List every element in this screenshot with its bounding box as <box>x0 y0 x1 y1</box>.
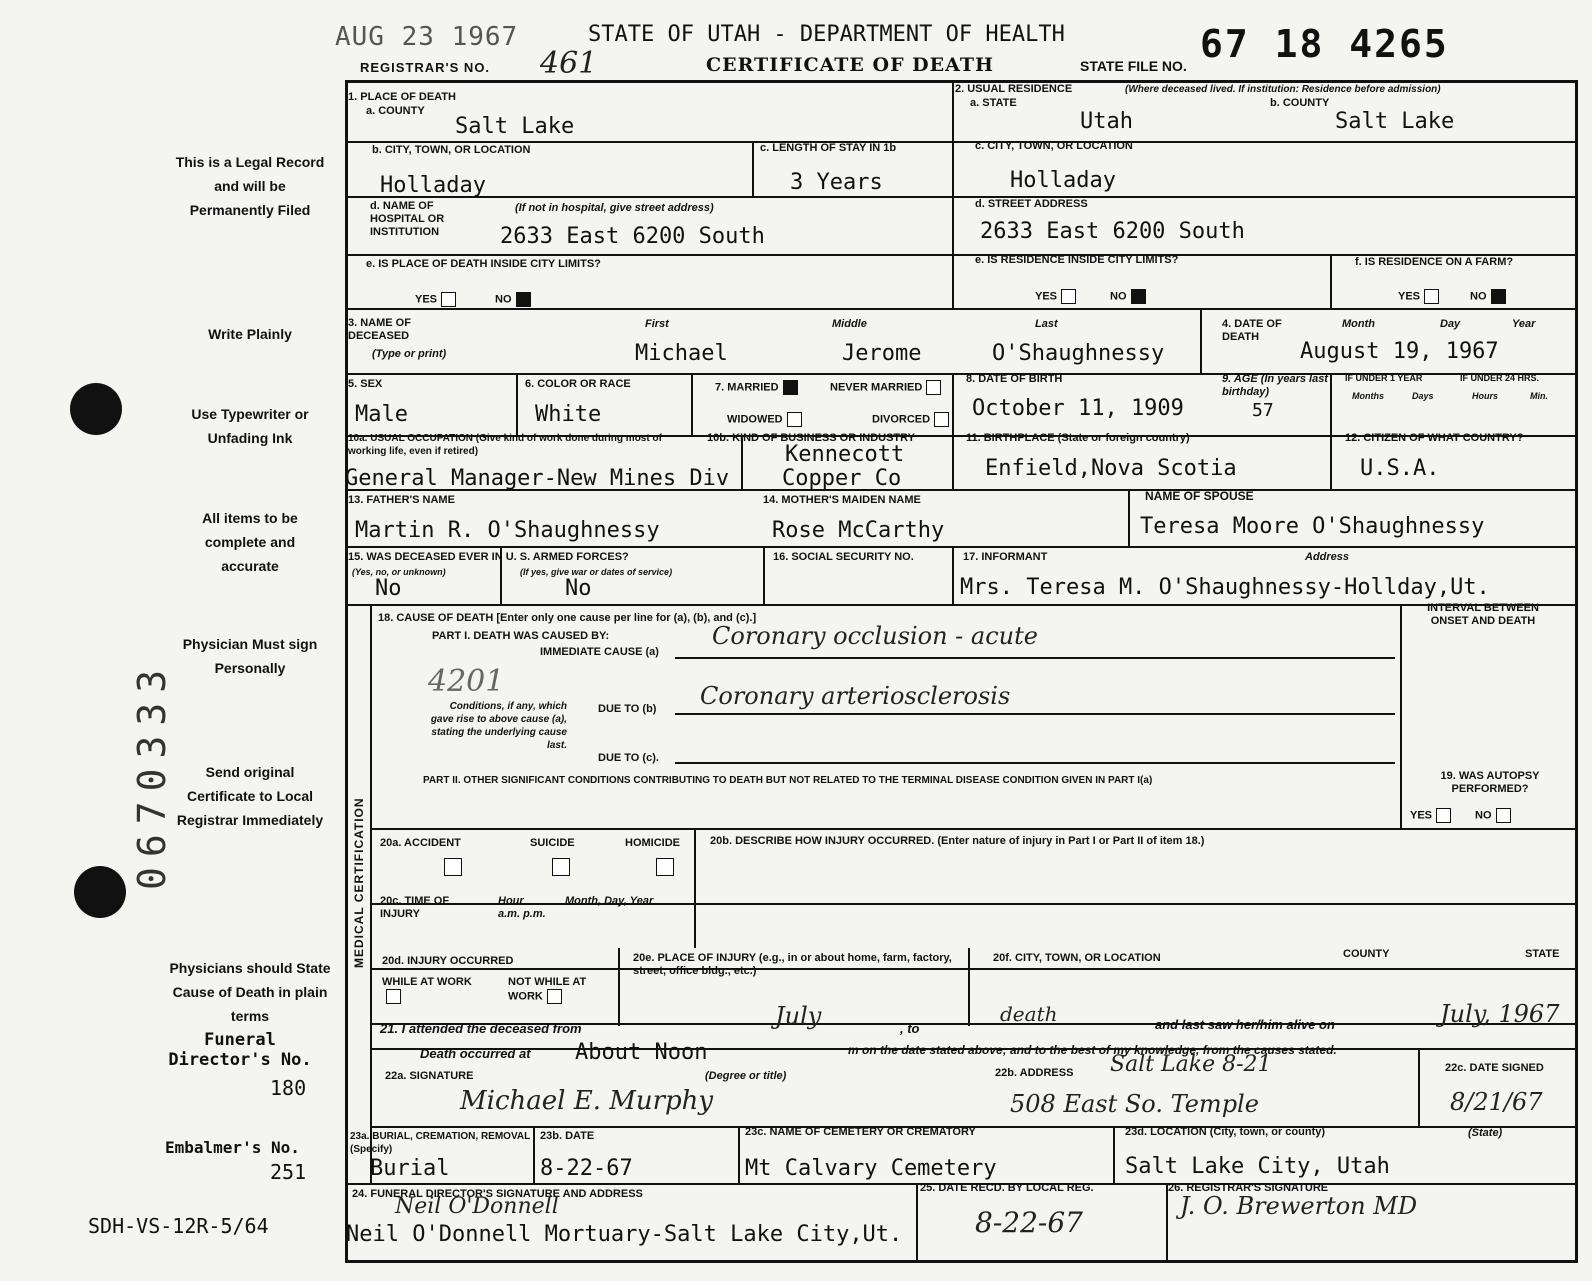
margin-note-write-plainly: Write Plainly <box>208 326 292 342</box>
stated-label: m on the date stated above; and to the best of my knowledge, from the causes stated. <box>848 1043 1337 1057</box>
punch-hole-bottom <box>74 866 126 918</box>
margin-note-legal: This is a Legal Record and will be Permanently Filed <box>175 154 325 218</box>
date-received-label: 25. DATE RECD. BY LOCAL REG. <box>920 1182 1094 1194</box>
injury-place-label: 20e. PLACE OF INJURY (e.g., in or about home, farm, factory, street, office bldg., etc.) <box>633 952 952 977</box>
address-22b-label: 22b. ADDRESS <box>995 1067 1074 1079</box>
father-name: Martin R. O'Shaughnessy <box>355 518 660 543</box>
burial-method-label: 23a. BURIAL, CREMATION, REMOVAL (Specify) <box>350 1131 531 1155</box>
accident-label: 20a. ACCIDENT <box>380 837 461 849</box>
cemetery: Mt Calvary Cemetery <box>745 1156 997 1181</box>
stay-label: c. LENGTH OF STAY IN 1b <box>760 142 897 154</box>
funeral-director-address: Neil O'Donnell Mortuary-Salt Lake City,Ut. <box>346 1222 903 1247</box>
margin-note-cause: Physicians should State Cause of Death in plain terms <box>169 960 331 1024</box>
form-code: SDH-VS-12R-5/64 <box>88 1214 269 1238</box>
autopsy-yes: YES <box>1410 808 1451 823</box>
vertical-file-number: 0670333 <box>130 659 174 890</box>
residence-county-label: b. COUNTY <box>1270 97 1330 109</box>
part1-label: PART I. DEATH WAS CAUSED BY: <box>432 630 610 642</box>
injury-describe-label: 20b. DESCRIBE HOW INJURY OCCURRED. (Enter nature of injury in Part I or Part II of item 18.) <box>710 835 1205 847</box>
punch-hole-top <box>70 383 122 435</box>
accident-box <box>444 858 462 876</box>
physician-address: 508 East So. Temple <box>1010 1090 1259 1118</box>
race: White <box>535 402 602 427</box>
residence-inside-limits-label: e. IS RESIDENCE INSIDE CITY LIMITS? <box>975 254 1179 266</box>
business-line2: Copper Co <box>782 466 902 491</box>
date-received: 8-22-67 <box>975 1206 1083 1239</box>
page-title: CERTIFICATE OF DEATH <box>706 54 994 76</box>
date-signed-label: 22c. DATE SIGNED <box>1445 1062 1544 1074</box>
birth-date: October 11, 1909 <box>972 396 1184 421</box>
medical-certification-label: MEDICAL CERTIFICATION <box>352 797 366 968</box>
autopsy-no: NO <box>1475 808 1511 823</box>
suicide-label: SUICIDE <box>530 837 575 849</box>
days-label: Days <box>1412 391 1434 401</box>
death-limits-no: NO <box>495 292 531 307</box>
sex-label: 5. SEX <box>348 378 383 390</box>
last-label: Last <box>1035 318 1058 330</box>
due-to-b-label: DUE TO (b) <box>598 703 657 715</box>
business-label: 10b. KIND OF BUSINESS OR INDUSTRY <box>707 432 916 444</box>
physician-address-top: Salt Lake 8-21 <box>1110 1052 1272 1077</box>
hospital-address: 2633 East 6200 South <box>500 224 765 249</box>
funeral-director-signature: Neil O'Donnell <box>395 1194 559 1219</box>
residence-city-label: c. CITY, TOWN, OR LOCATION <box>975 140 1133 152</box>
funeral-director-number: 180 <box>270 1076 307 1100</box>
embalmer-label: Embalmer's No. <box>165 1138 300 1157</box>
residence-county: Salt Lake <box>1335 109 1455 134</box>
death-date-label: 4. DATE OF DEATH <box>1222 318 1282 343</box>
due-to-c-label: DUE TO (c). <box>598 752 659 764</box>
conditions-note: Conditions, if any, which gave rise to above cause (a), stating the underlying cause last. <box>430 701 567 751</box>
death-city: Holladay <box>380 173 486 198</box>
months-label: Months <box>1352 391 1384 401</box>
hospital-note: (If not in hospital, give street address) <box>515 202 714 214</box>
residence-city: Holladay <box>1010 168 1116 193</box>
margin-note-typewriter: Use Typewriter or Unfading Ink <box>191 406 309 446</box>
citizen: U.S.A. <box>1360 456 1440 481</box>
race-label: 6. COLOR OR RACE <box>525 378 631 390</box>
registrar-no: 461 <box>540 46 598 81</box>
last-name: O'Shaughnessy <box>992 341 1165 366</box>
death-date: August 19, 1967 <box>1300 339 1499 364</box>
length-of-stay: 3 Years <box>790 170 883 195</box>
armed-service: No <box>565 576 592 601</box>
spouse-label: NAME OF SPOUSE <box>1145 489 1254 503</box>
residence-note: (Where deceased lived. If institution: Residence before admission) <box>1125 84 1441 95</box>
burial-method: Burial <box>370 1156 450 1181</box>
cemetery-label: 23c. NAME OF CEMETERY OR CREMATORY <box>745 1126 976 1138</box>
signature-label: 22a. SIGNATURE <box>385 1070 474 1082</box>
immediate-cause: Coronary occlusion - acute <box>712 622 1038 650</box>
death-occurred-label: Death occurred at <box>420 1046 531 1061</box>
agency-name: STATE OF UTAH - DEPARTMENT OF HEALTH <box>588 22 1065 47</box>
degree-label: (Degree or title) <box>705 1070 787 1082</box>
part2-label: PART II. OTHER SIGNIFICANT CONDITIONS CONTRIBUTING TO DEATH BUT NOT RELATED TO THE TERMINAL DISEASE CONDITION GIVEN IN PART I(a) <box>423 775 1153 786</box>
funeral-director-sig-label: 24. FUNERAL DIRECTOR'S SIGNATURE AND ADDRESS <box>352 1188 643 1200</box>
death-limits-yes: YES <box>415 292 456 307</box>
burial-location: Salt Lake City, Utah <box>1125 1154 1390 1179</box>
sex: Male <box>355 402 408 427</box>
registrar-no-label: REGISTRAR'S NO. <box>360 60 491 75</box>
attended-to: death <box>1000 1002 1058 1026</box>
margin-note-complete: All items to be complete and accurate <box>202 510 298 574</box>
not-while-at-work: NOT WHILE AT WORK <box>508 976 587 1003</box>
embalmer-number: 251 <box>270 1160 307 1184</box>
ssn-label: 16. SOCIAL SECURITY NO. <box>773 551 914 563</box>
date-signed: 8/21/67 <box>1450 1088 1543 1116</box>
suicide-box <box>552 858 570 876</box>
to-label: , to <box>900 1021 920 1036</box>
margin-note-physician: Physician Must sign Personally <box>182 636 318 676</box>
autopsy-label: 19. WAS AUTOPSY PERFORMED? <box>1440 770 1540 795</box>
burial-location-label: 23d. LOCATION (City, town, or county) <box>1125 1126 1326 1138</box>
deceased-name-label: 3. NAME OF DECEASED <box>348 317 411 342</box>
occupation: General Manager-New Mines Div <box>345 466 730 491</box>
never-married-option: NEVER MARRIED <box>830 380 941 395</box>
divorced-option: DIVORCED <box>872 412 949 427</box>
farm-yes: YES <box>1398 289 1439 304</box>
armed-forces: No <box>375 576 402 601</box>
birthplace: Enfield,Nova Scotia <box>985 456 1237 481</box>
min-label: Min. <box>1530 391 1548 401</box>
married-option: 7. MARRIED <box>715 380 798 395</box>
birth-date-label: 8. DATE OF BIRTH <box>966 373 1063 385</box>
month-label: Month <box>1342 318 1375 330</box>
time-of-death: About Noon <box>575 1040 708 1065</box>
death-county: Salt Lake <box>455 114 575 139</box>
injury-county-label: COUNTY <box>1343 948 1390 960</box>
residence-label: 2. USUAL RESIDENCE <box>955 83 1073 95</box>
state-note: (State) <box>1468 1127 1503 1139</box>
father-label: 13. FATHER'S NAME <box>348 494 455 506</box>
homicide-label: HOMICIDE <box>625 837 680 849</box>
farm-no: NO <box>1470 289 1506 304</box>
residence-state: Utah <box>1080 109 1133 134</box>
informant-label: 17. INFORMANT <box>963 551 1048 563</box>
first-label: First <box>645 318 669 330</box>
day-label: Day <box>1440 318 1461 330</box>
injury-occurred-label: 20d. INJURY OCCURRED <box>382 955 514 967</box>
farm-label: f. IS RESIDENCE ON A FARM? <box>1355 256 1514 268</box>
interval-label: INTERVAL BETWEEN ONSET AND DEATH <box>1427 602 1539 627</box>
middle-name: Jerome <box>842 341 922 366</box>
margin-note-send: Send original Certificate to Local Registrar Immediately <box>176 764 324 828</box>
attended-from: July <box>775 1002 822 1030</box>
funeral-director-label: Funeral Director's No. <box>168 1030 312 1070</box>
physician-signature: Michael E. Murphy <box>460 1086 714 1116</box>
burial-date: 8-22-67 <box>540 1156 633 1181</box>
mother-name: Rose McCarthy <box>772 518 945 543</box>
state-file-number: 67 18 4265 <box>1200 22 1449 66</box>
widowed-option: WIDOWED <box>727 412 802 427</box>
while-at-work: WHILE AT WORK <box>382 976 482 1004</box>
address-label: Address <box>1305 551 1350 563</box>
armed-forces-label: 15. WAS DECEASED EVER IN U. S. ARMED FORCES? <box>348 551 629 563</box>
year-label: Year <box>1512 318 1536 330</box>
last-saw-label: and last saw her/him alive on <box>1155 1017 1335 1032</box>
hours-label: Hours <box>1472 391 1499 401</box>
residence-street: 2633 East 6200 South <box>980 219 1245 244</box>
citizen-label: 12. CITIZEN OF WHAT COUNTRY? <box>1345 432 1524 444</box>
injury-state-label: STATE <box>1525 948 1560 960</box>
received-date-stamp: AUG 23 1967 <box>335 22 519 52</box>
first-name: Michael <box>635 341 728 366</box>
death-county-label: a. COUNTY <box>366 105 425 117</box>
age: 57 <box>1252 400 1274 421</box>
death-inside-limits-label: e. IS PLACE OF DEATH INSIDE CITY LIMITS? <box>366 258 601 270</box>
registrar-sig-label: 26. REGISTRAR'S SIGNATURE <box>1168 1182 1329 1194</box>
residence-limits-no: NO <box>1110 289 1146 304</box>
under-24-hours-label: IF UNDER 24 HRS. <box>1460 373 1540 383</box>
armed-sub1: (Yes, no, or unknown) <box>352 567 446 577</box>
under-1-year-label: IF UNDER 1 YEAR <box>1345 373 1423 383</box>
due-to-b: Coronary arteriosclerosis <box>700 682 1011 710</box>
death-city-label: b. CITY, TOWN, OR LOCATION <box>372 144 531 156</box>
homicide-box <box>656 858 674 876</box>
armed-sub2: (If yes, give war or dates of service) <box>520 567 673 577</box>
birthplace-label: 11. BIRTHPLACE (State or foreign country) <box>966 432 1190 444</box>
informant: Mrs. Teresa M. O'Shaughnessy-Hollday,Ut. <box>960 575 1490 600</box>
injury-time-label: 20c. TIME OF INJURY <box>380 895 450 920</box>
deceased-name-sub: (Type or print) <box>372 348 447 360</box>
hour-label: Hour a.m. p.m. <box>498 895 546 920</box>
occupation-label: 10a. USUAL OCCUPATION (Give kind of work done during most of working life, even if retired) <box>348 433 662 457</box>
mdy-label: Month, Day, Year <box>565 895 654 907</box>
place-of-death-label: 1. PLACE OF DEATH <box>348 91 456 103</box>
middle-label: Middle <box>832 318 867 330</box>
attended-label: 21. I attended the deceased from <box>380 1021 582 1036</box>
residence-limits-yes: YES <box>1035 289 1076 304</box>
last-saw: July, 1967 <box>1440 1000 1560 1028</box>
spouse-name: Teresa Moore O'Shaughnessy <box>1140 514 1485 539</box>
burial-date-label: 23b. DATE <box>540 1130 595 1142</box>
mother-label: 14. MOTHER'S MAIDEN NAME <box>763 494 921 506</box>
registrar-signature: J. O. Brewerton MD <box>1180 1192 1418 1220</box>
hospital-label: d. NAME OF HOSPITAL OR INSTITUTION <box>370 200 445 238</box>
injury-city-label: 20f. CITY, TOWN, OR LOCATION <box>993 952 1161 964</box>
cause-label: 18. CAUSE OF DEATH [Enter only one cause per line for (a), (b), and (c).] <box>378 612 757 624</box>
residence-state-label: a. STATE <box>970 97 1017 109</box>
business-line1: Kennecott <box>785 442 905 467</box>
immediate-cause-label: IMMEDIATE CAUSE (a) <box>540 646 659 658</box>
state-file-label: STATE FILE NO. <box>1080 58 1187 74</box>
age-label: 9. AGE (In years last birthday) <box>1222 373 1328 398</box>
residence-street-label: d. STREET ADDRESS <box>975 198 1088 210</box>
cause-code: 4201 <box>428 664 505 699</box>
